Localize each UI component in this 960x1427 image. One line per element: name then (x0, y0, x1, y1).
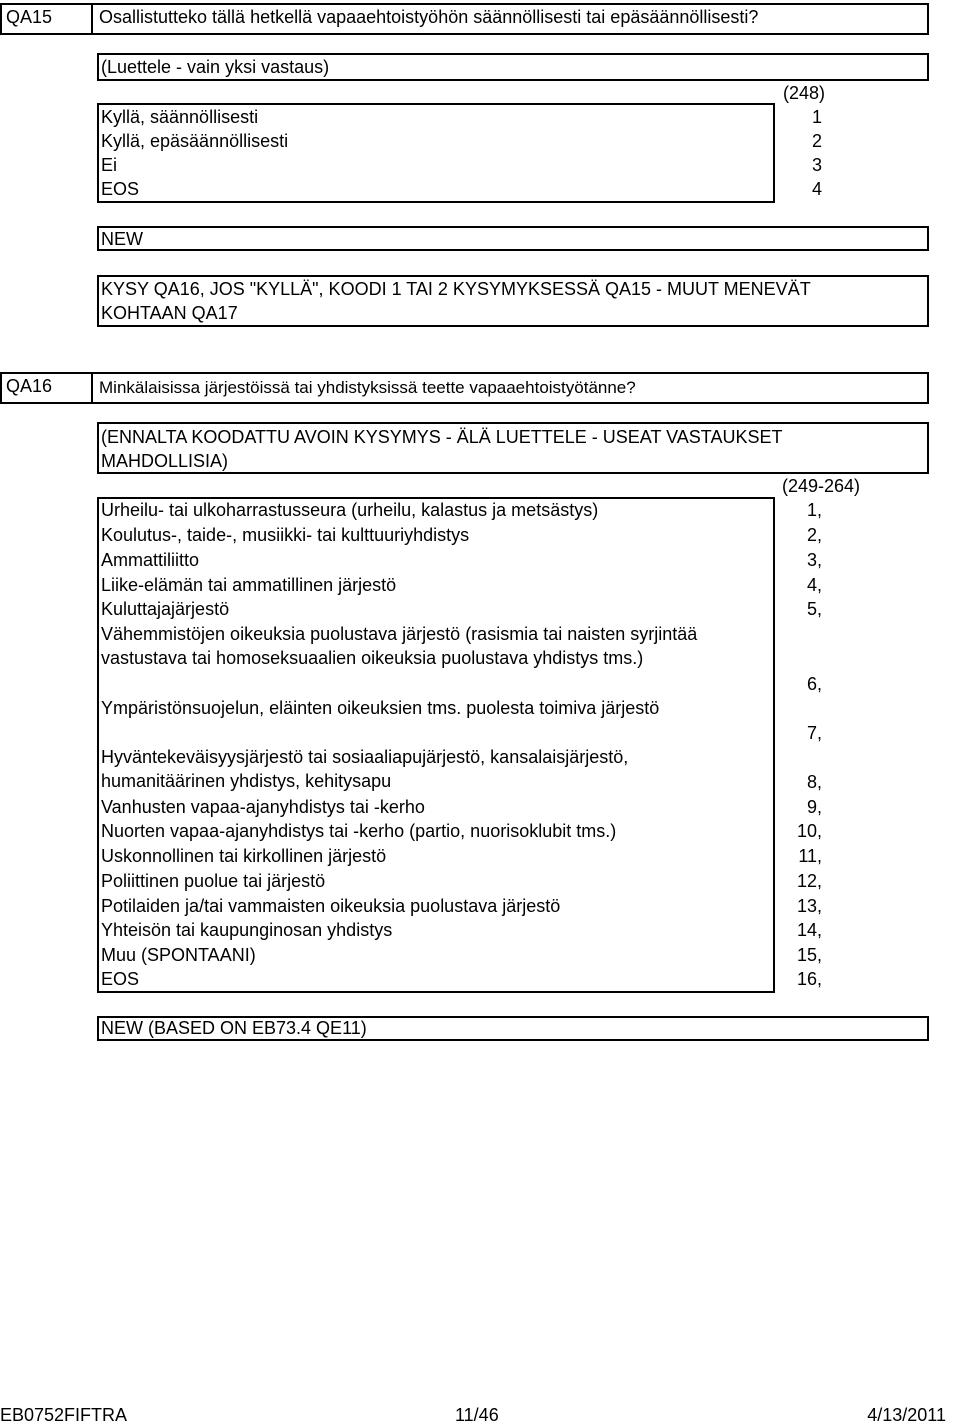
qa16-option-code: 9, (806, 797, 822, 817)
qa16-option-label: Ammattiliitto (101, 550, 200, 570)
qa16-option-label: EOS (101, 969, 140, 989)
qa16-option-label: Muu (SPONTAANI) (101, 945, 256, 965)
qa15-option-code: 3 (811, 155, 822, 175)
qa15-option-label: Ei (101, 155, 118, 175)
qa16-option-label: Liike-elämän tai ammatillinen järjestö (101, 575, 397, 595)
qa16-option-label: Ympäristönsuojelun, eläinten oikeuksien tms. puolesta toimiva järjestö (101, 698, 660, 718)
qa15-question: Osallistutteko tällä hetkellä vapaaehtoistyöhön säännöllisesti tai epäsäännöllisesti? (99, 7, 759, 27)
footer-date: 4/13/2011 (867, 1405, 946, 1425)
qa16-option-label: Uskonnollinen tai kirkollinen järjestö (101, 846, 387, 866)
qa15-id: QA15 (6, 7, 53, 27)
qa16-option-label: Potilaiden ja/tai vammaisten oikeuksia puolustava järjestö (101, 896, 561, 916)
qa16-option-code: 12, (796, 871, 822, 891)
qa16-option-label: Nuorten vapaa-ajanyhdistys tai -kerho (partio, nuorisoklubit tms.) (101, 821, 617, 841)
qa16-option-code: 14, (796, 920, 822, 940)
qa16-instruction: (ENNALTA KOODATTU AVOIN KYSYMYS - ÄLÄ LUETTELE - USEAT VASTAUKSET MAHDOLLISIA) (101, 427, 783, 471)
qa16-option-label: Koulutus-, taide-, musiikki- tai kulttuuriyhdistys (101, 525, 470, 545)
qa16-option-label: Vähemmistöjen oikeuksia puolustava järjestö (rasismia tai naisten syrjintää vastustava tai homoseksuaalien oikeuksia puolustava yhdistys tms.) (101, 624, 698, 668)
qa16-question: Minkälaisissa järjestöissä tai yhdistyksissä teette vapaaehtoistyötänne? (99, 378, 636, 397)
qa15-option-code: 2 (811, 131, 822, 151)
qa16-option-code: 3, (806, 550, 822, 570)
qa15-option-code: 1 (811, 107, 822, 127)
qa15-column-code: (248) (782, 83, 825, 103)
qa16-option-code: 11, (798, 846, 822, 866)
qa15-note-cell (97, 226, 929, 251)
qa16-option-code: 4, (806, 575, 822, 595)
qa16-column-code: (249-264) (781, 476, 860, 496)
qa16-option-label: Yhteisön tai kaupunginosan yhdistys (101, 920, 393, 940)
footer-doc-id: EB0752FIFTRA (0, 1405, 128, 1425)
qa16-option-code: 2, (806, 525, 822, 545)
qa16-option-code: 6, (806, 674, 822, 694)
qa15-routing: KYSY QA16, JOS "KYLLÄ", KOODI 1 TAI 2 KYSYMYKSESSÄ QA15 - MUUT MENEVÄT KOHTAAN QA17 (101, 279, 811, 323)
footer-page-number: 11/46 (455, 1405, 499, 1425)
qa16-option-code: 13, (796, 896, 822, 916)
qa16-option-label: Poliittinen puolue tai järjestö (101, 871, 326, 891)
qa15-instruction: (Luettele - vain yksi vastaus) (101, 57, 330, 77)
qa16-option-label: Vanhusten vapaa-ajanyhdistys tai -kerho (101, 797, 425, 817)
qa15-option-label: Kyllä, säännöllisesti (101, 107, 259, 127)
qa16-note: NEW (BASED ON EB73.4 QE11) (101, 1018, 367, 1038)
qa16-option-label: Kuluttajajärjestö (101, 599, 230, 619)
qa16-option-code: 10, (796, 821, 822, 841)
qa15-option-label: Kyllä, epäsäännöllisesti (101, 131, 289, 151)
qa16-option-code: 1, (806, 500, 822, 520)
qa16-option-code: 7, (806, 723, 822, 743)
qa16-option-label: Hyväntekeväisyysjärjestö tai sosiaaliapujärjestö, kansalaisjärjestö, humanitäärinen yhdistys, kehitysapu (101, 747, 629, 791)
qa16-option-code: 16, (796, 969, 822, 989)
qa16-id: QA16 (6, 376, 53, 396)
qa15-option-label: EOS (101, 179, 140, 199)
qa16-option-code: 8, (806, 772, 822, 792)
qa15-note: NEW (101, 229, 143, 249)
qa16-option-code: 5, (806, 599, 822, 619)
qa16-option-label: Urheilu- tai ulkoharrastusseura (urheilu, kalastus ja metsästys) (101, 500, 599, 520)
qa16-option-code: 15, (796, 945, 822, 965)
qa15-option-code: 4 (811, 179, 822, 199)
